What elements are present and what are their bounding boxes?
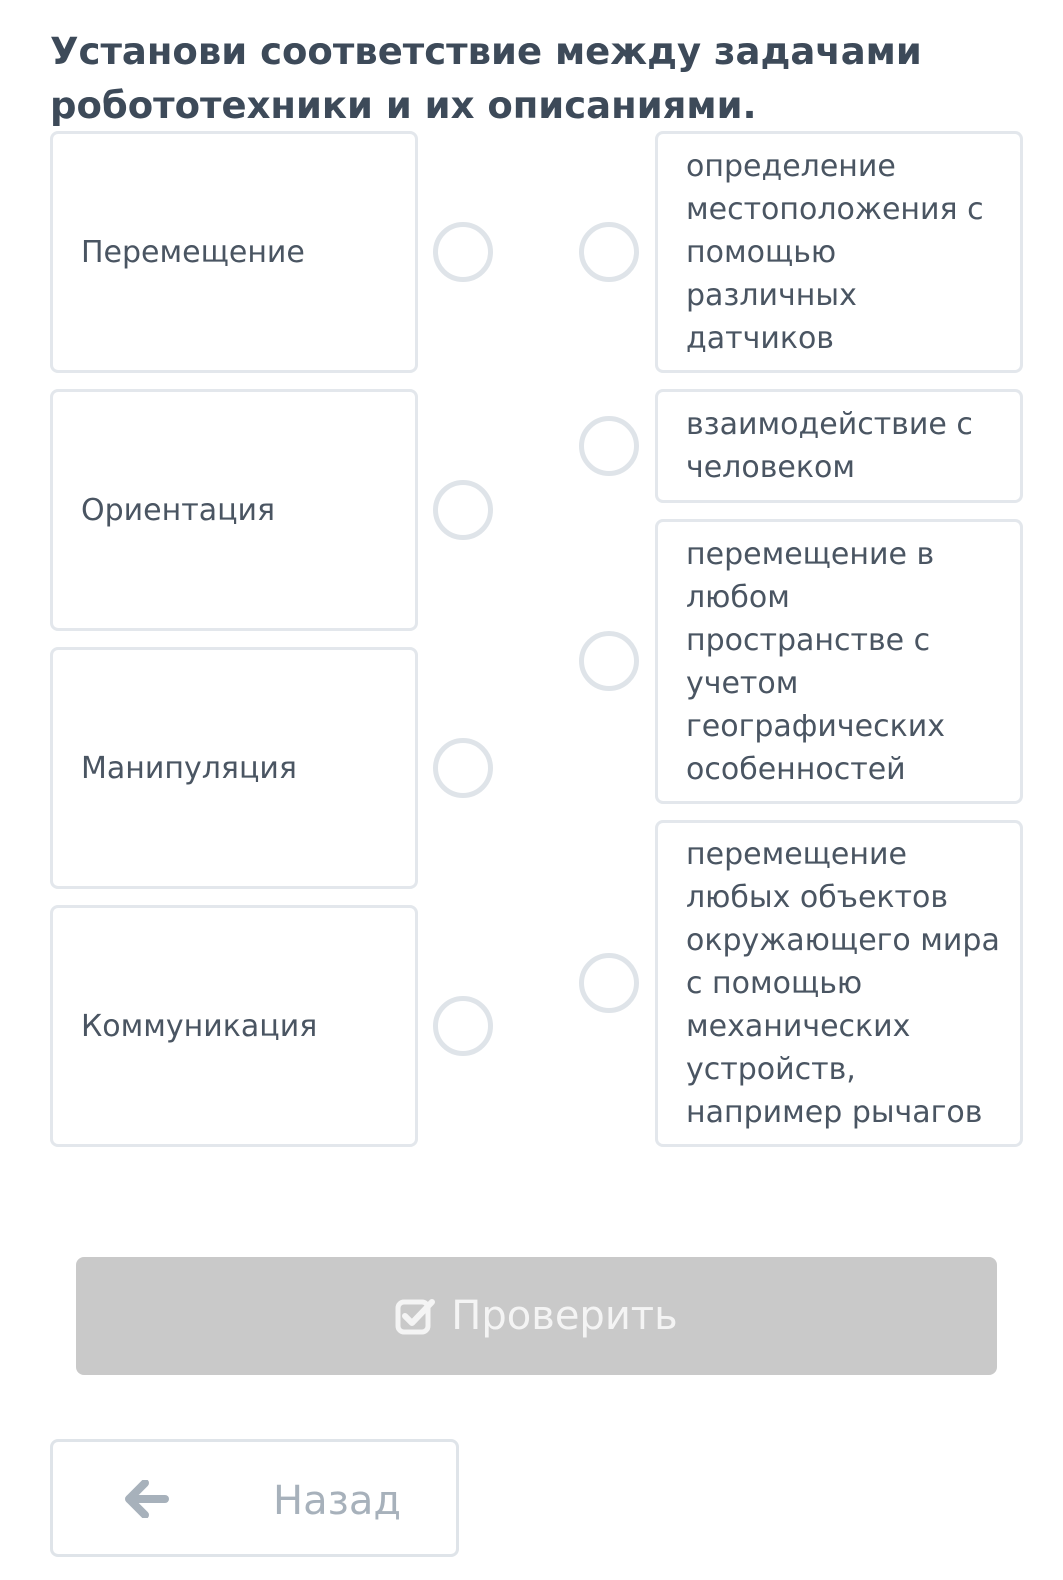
right-item-4[interactable] bbox=[655, 820, 1023, 1147]
left-item-communication[interactable] bbox=[50, 905, 418, 1147]
right-item-2[interactable] bbox=[655, 389, 1023, 503]
right-item-1[interactable] bbox=[655, 131, 1023, 373]
right-item-label: определение местоположения с помощью различных датчиков bbox=[686, 148, 984, 356]
right-item-label: перемещение любых объектов окружающего мира с помощью механических устройств, например рычагов bbox=[686, 837, 1000, 1130]
arrow-left-icon bbox=[125, 1480, 169, 1528]
right-connector-3[interactable] bbox=[579, 631, 639, 691]
left-connector-4[interactable] bbox=[433, 996, 493, 1056]
back-button-label: Назад bbox=[273, 1478, 402, 1524]
left-item-manipulation[interactable] bbox=[50, 647, 418, 889]
left-connector-3[interactable] bbox=[433, 738, 493, 798]
left-item-label: Ориентация bbox=[81, 492, 276, 528]
question-title: Установи соответствие между задачами робототехники и их описаниями. bbox=[50, 30, 922, 127]
checkbox-check-icon bbox=[395, 1297, 435, 1335]
right-item-3[interactable] bbox=[655, 519, 1023, 804]
check-button[interactable] bbox=[76, 1257, 997, 1375]
left-connector-1[interactable] bbox=[433, 222, 493, 282]
right-item-label: перемещение в любом пространстве с учетом географических особенностей bbox=[686, 536, 945, 787]
check-button-label: Проверить bbox=[451, 1293, 678, 1339]
right-connector-1[interactable] bbox=[579, 222, 639, 282]
left-connector-2[interactable] bbox=[433, 480, 493, 540]
right-connector-4[interactable] bbox=[579, 953, 639, 1013]
left-item-label: Перемещение bbox=[81, 234, 305, 270]
right-item-label: взаимодействие с человеком bbox=[686, 407, 973, 485]
right-connector-2[interactable] bbox=[579, 416, 639, 476]
left-item-orientation[interactable] bbox=[50, 389, 418, 631]
left-item-movement[interactable] bbox=[50, 131, 418, 373]
left-item-label: Коммуникация bbox=[81, 1008, 318, 1044]
left-item-label: Манипуляция bbox=[81, 750, 297, 786]
back-button[interactable] bbox=[50, 1439, 459, 1557]
